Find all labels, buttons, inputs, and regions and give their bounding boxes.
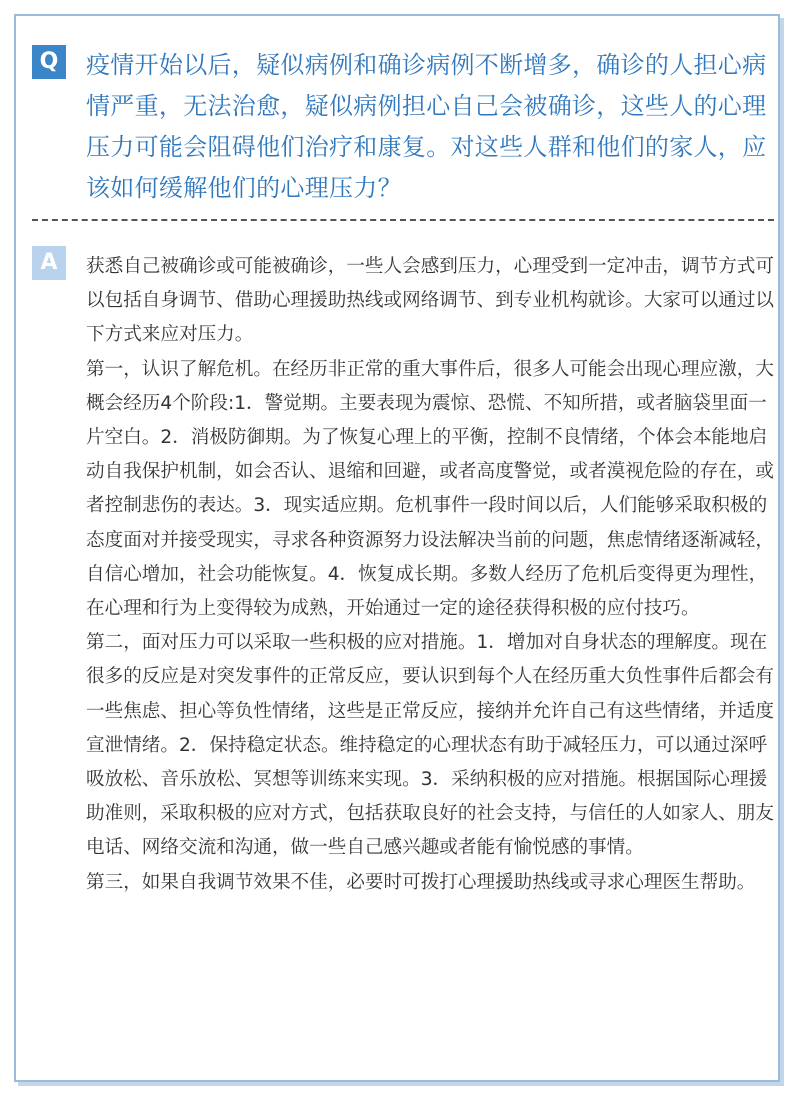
answer-badge: A [32,246,66,280]
question-text: 疫情开始以后，疑似病例和确诊病例不断增多，确诊的人担心病情严重，无法治愈，疑似病例担心自己会被确诊，这些人的心理压力可能会阻碍他们治疗和康复。对这些人群和他们的家人，应该如何缓解他们的心理压力？ [86,51,767,202]
answer-intro-paragraph: 获悉自己被确诊或可能被确诊，一些人会感到压力，心理受到一定冲击，调节方式可以包括自身调节、借助心理援助热线或网络调节、到专业机构就诊。大家可以通过以下方式来应对压力。 [86,256,774,346]
answer-point-one-paragraph: 第一，认识了解危机。在经历非正常的重大事件后，很多人可能会出现心理应激，大概会经历4个阶段:1．警觉期。主要表现为震惊、恐慌、不知所措，或者脑袋里面一片空白。2．消极防御期。为了恢复心理上的平衡，控制不良情绪，个体会本能地启动自我保护机制，如会否认、退缩和回避，或者高度警觉，或者漠视危险的存在，或者控制悲伤的表达。3．现实适应期。危机事件一段时间以后，人们能够采取积极的态度面对并接受现实，寻求各种资源努力设法解决当前的问题，焦虑情绪逐渐减轻，自信心增加，社会功能恢复。4．恢复成长期。多数人经历了危机后变得更为理性，在心理和行为上变得较为成熟，开始通过一定的途径获得积极的应付技巧。 [86,358,774,620]
card-shadow-right [780,18,784,1084]
answer-body [86,250,776,900]
card-shadow-bottom [18,1082,784,1086]
dashed-divider [32,219,774,221]
answer-point-three-paragraph: 第三，如果自我调节效果不佳，必要时可拨打心理援助热线或寻求心理医生帮助。 [86,871,756,893]
question-badge: Q [32,45,66,79]
answer-point-two-paragraph: 第二，面对压力可以采取一些积极的应对措施。1．增加对自身状态的理解度。现在很多的反应是对突发事件的正常反应，要认识到每个人在经历重大负性事件后都会有一些焦虑、担心等负性情绪，这些是正常反应，接纳并允许自己有这些情绪，并适度宣泄情绪。2．保持稳定状态。维持稳定的心理状态有助于减轻压力，可以通过深呼吸放松、音乐放松、冥想等训练来实现。3．采纳积极的应对措施。根据国际心理援助准则，采取积极的应对方式，包括获取良好的社会支持，与信任的人如家人、朋友电话、网络交流和沟通，做一些自己感兴趣或者能有愉悦感的事情。 [86,632,774,859]
